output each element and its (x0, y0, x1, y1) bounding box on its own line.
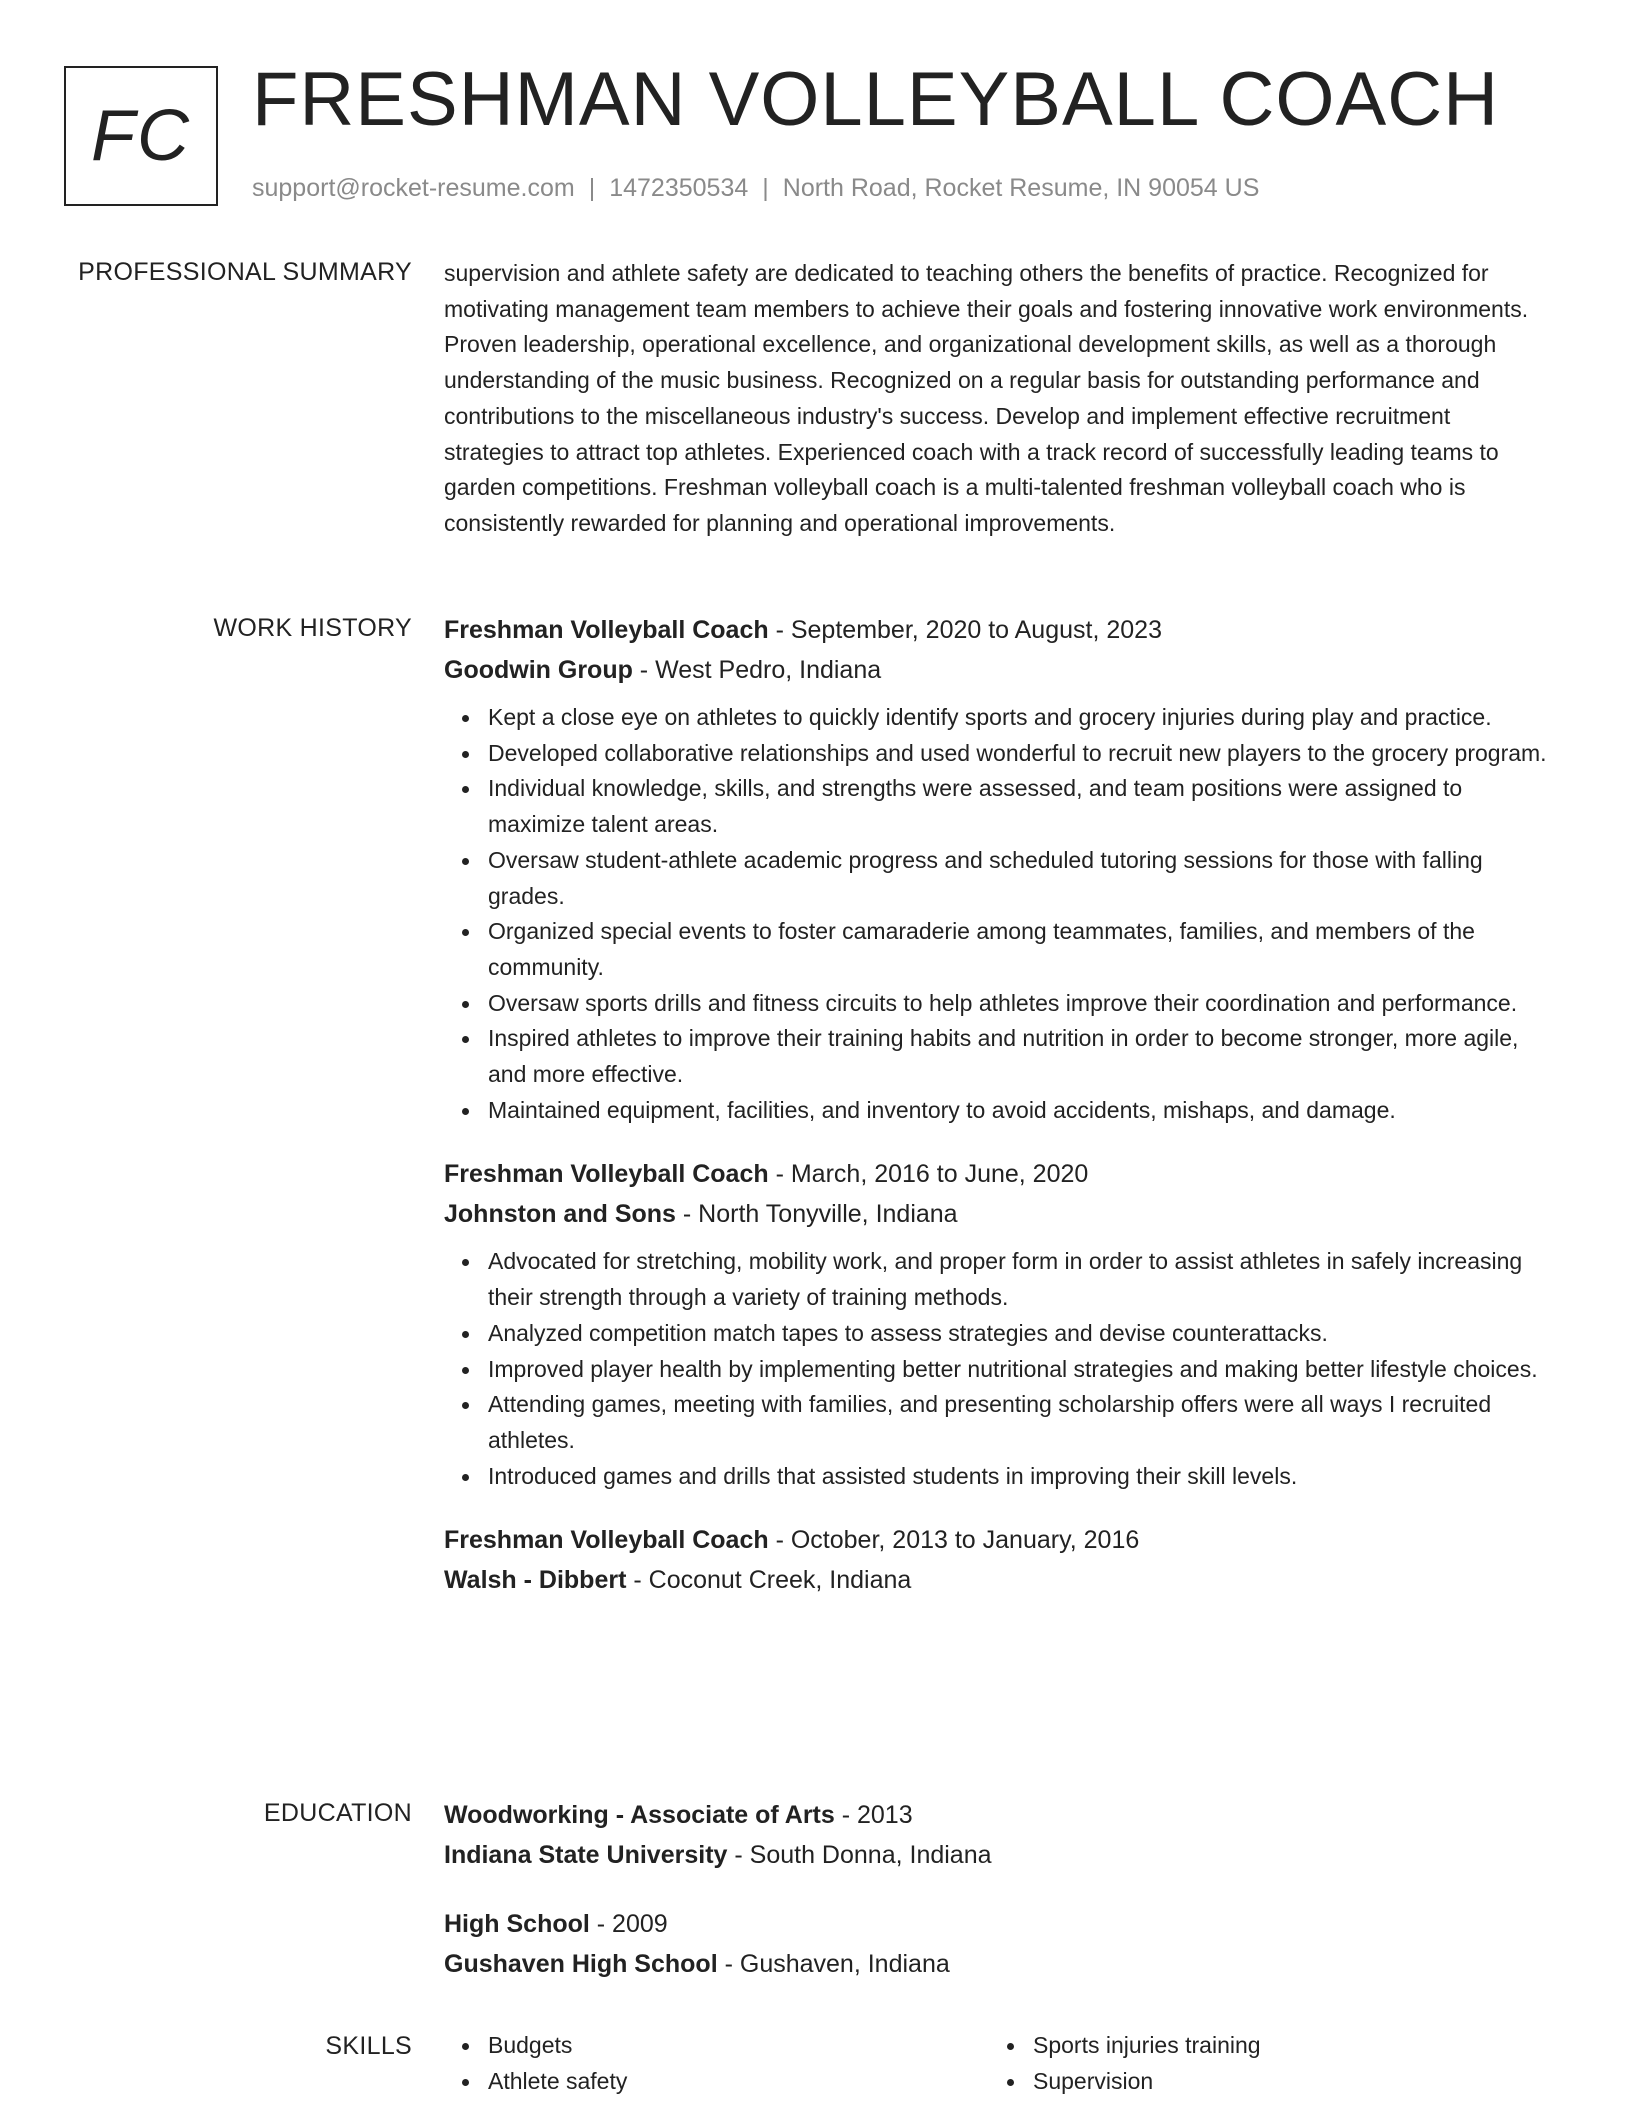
job-dates: - March, 2016 to June, 2020 (768, 1160, 1089, 1189)
skill-item: Sports injuries training (1033, 2028, 1534, 2064)
skills-column-left (444, 2028, 989, 2099)
education-year: - 2009 (589, 1910, 668, 1938)
education-school-line (444, 1944, 1554, 1984)
bullet-item: Improved player health by implementing better nutritional strategies and making better lifestyle choices. (488, 1352, 1554, 1388)
job-title-line (444, 1154, 1554, 1194)
skills-grid (444, 2028, 1554, 2099)
job-dates: - September, 2020 to August, 2023 (768, 616, 1162, 644)
job-bullets (444, 1244, 1554, 1494)
education-location: - Gushaven, Indiana (717, 1950, 950, 1978)
contact-address: North Road, Rocket Resume, IN 90054 US (782, 174, 1260, 202)
job-entry (444, 1154, 1554, 1494)
education-school-line (444, 1835, 1554, 1875)
monogram-initials: FC (91, 96, 191, 176)
bullet-item: Kept a close eye on athletes to quickly identify sports and grocery injuries during play and practice. (488, 700, 1554, 736)
summary-text: supervision and athlete safety are dedicated to teaching others the benefits of practice. Recognized for motivating management team members to achieve their goals and fostering innovative work environments. Proven leadership, operational excellence, and organizational development skills, as well as a thorough understanding of the music business. Recognized on a regular basis for outstanding performance and contributions to the miscellaneous industry's success. Develop and implement effective recruitment strategies to attract top athletes. Experienced coach with a track record of successfully leading teams to garden competitions. Freshman volleyball coach is a multi-talented freshman volleyball coach who is consistently rewarded for planning and operational improvements. (444, 260, 1529, 536)
job-company: Johnston and Sons (444, 1200, 676, 1229)
education-degree: High School (444, 1910, 590, 1938)
summary-body (444, 256, 1554, 542)
job-title: Freshman Volleyball Coach (444, 1160, 769, 1189)
skill-item: Budgets (488, 2028, 989, 2064)
skill-item: Athlete safety (488, 2064, 989, 2100)
bullet-item: Individual knowledge, skills, and strengths were assessed, and team positions were assigned to maximize talent areas. (488, 771, 1554, 842)
candidate-name: FRESHMAN VOLLEYBALL COACH (252, 57, 1499, 142)
education-year: - 2013 (834, 1801, 913, 1829)
summary-heading: PROFESSIONAL SUMMARY (78, 258, 412, 286)
contact-separator: | (588, 174, 596, 202)
job-company: Walsh - Dibbert (444, 1566, 627, 1595)
education-heading: EDUCATION (263, 1799, 412, 1827)
job-company-line (444, 1560, 1554, 1600)
bullet-item: Analyzed competition match tapes to assess strategies and devise counterattacks. (488, 1316, 1554, 1352)
job-title-line (444, 610, 1554, 650)
bullet-item: Oversaw student-athlete academic progress and scheduled tutoring sessions for those with falling grades. (488, 843, 1554, 914)
job-company-line (444, 650, 1554, 690)
bullet-item: Advocated for stretching, mobility work, and proper form in order to assist athletes in safely increasing their strength through a variety of training methods. (488, 1244, 1554, 1315)
contact-line (252, 174, 1259, 203)
education-degree-line (444, 1904, 1554, 1944)
bullet-item: Introduced games and drills that assisted students in improving their skill levels. (488, 1459, 1554, 1495)
education-entry (444, 1795, 1554, 1875)
job-company-line (444, 1194, 1554, 1234)
job-entry (444, 1520, 1554, 1600)
education-school: Indiana State University (444, 1841, 728, 1869)
job-entry (444, 610, 1554, 1128)
contact-separator: | (762, 174, 769, 202)
bullet-item: Inspired athletes to improve their training habits and nutrition in order to become stronger, more agile, and more effective. (488, 1021, 1554, 1092)
skill-item: Supervision (1033, 2064, 1534, 2100)
education-degree: Woodworking - Associate of Arts (444, 1801, 835, 1829)
skills-column-right (989, 2028, 1534, 2099)
education-body (444, 1795, 1554, 1984)
job-bullets (444, 700, 1554, 1128)
job-location: - Coconut Creek, Indiana (626, 1566, 912, 1595)
job-title-line (444, 1520, 1554, 1560)
contact-email: support@rocket-resume.com (252, 174, 575, 202)
job-company: Goodwin Group (444, 656, 633, 684)
bullet-item: Oversaw sports drills and fitness circuits to help athletes improve their coordination and performance. (488, 986, 1554, 1022)
work-history-body (444, 610, 1554, 1600)
job-location: - West Pedro, Indiana (632, 656, 882, 684)
monogram-badge (64, 66, 218, 206)
skills-heading: SKILLS (325, 2032, 412, 2060)
education-location: - South Donna, Indiana (727, 1841, 992, 1869)
job-dates: - October, 2013 to January, 2016 (768, 1526, 1140, 1555)
education-degree-line (444, 1795, 1554, 1835)
bullet-item: Maintained equipment, facilities, and inventory to avoid accidents, mishaps, and damage. (488, 1093, 1554, 1129)
skills-body (444, 2028, 1554, 2099)
bullet-item: Organized special events to foster camaraderie among teammates, families, and members of the community. (488, 914, 1554, 985)
bullet-item: Attending games, meeting with families, and presenting scholarship offers were all ways I recruited athletes. (488, 1387, 1554, 1458)
job-title: Freshman Volleyball Coach (444, 1526, 769, 1555)
education-school: Gushaven High School (444, 1950, 718, 1978)
work-history-heading: WORK HISTORY (213, 614, 412, 642)
job-location: - North Tonyville, Indiana (675, 1200, 958, 1229)
bullet-item: Developed collaborative relationships and used wonderful to recruit new players to the grocery program. (488, 736, 1554, 772)
job-title: Freshman Volleyball Coach (444, 616, 769, 644)
contact-phone: 1472350534 (609, 174, 749, 202)
education-entry (444, 1904, 1554, 1984)
